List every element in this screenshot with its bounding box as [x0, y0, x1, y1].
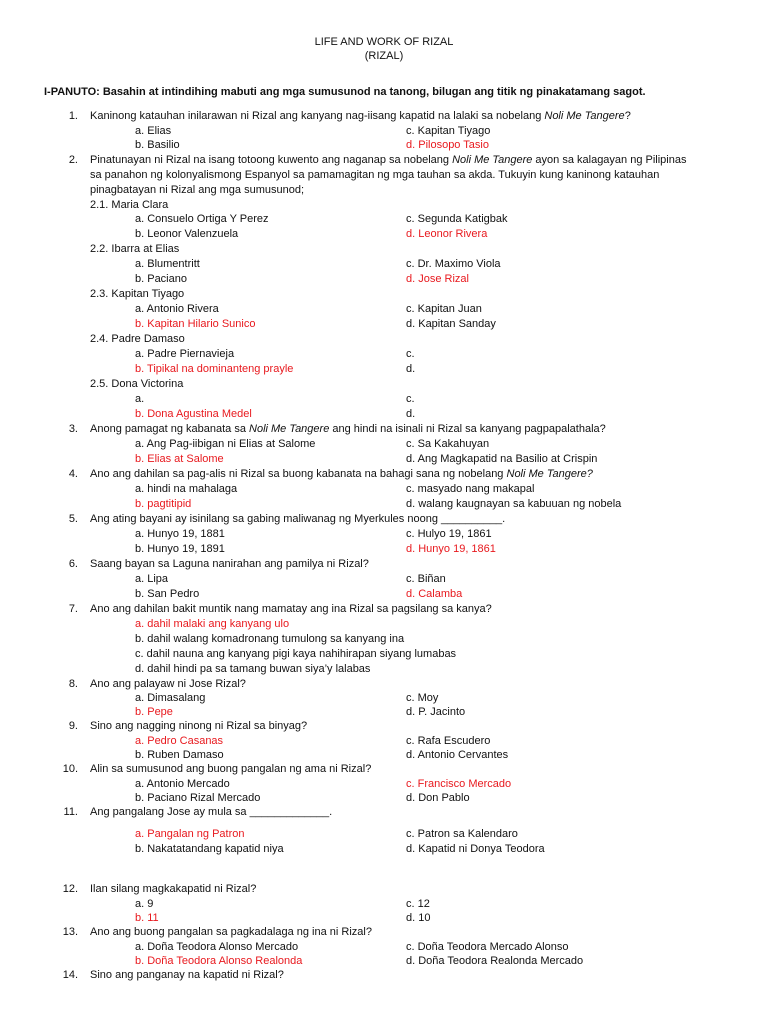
choice-a-answer[interactable]: a. Pedro Casanas [135, 735, 224, 747]
question-number: 12. [62, 883, 78, 895]
choice-b[interactable]: b. Leonor Valenzuela [135, 228, 239, 240]
choice-b-answer[interactable]: b. Pepe [135, 706, 173, 718]
question-text: Sino ang nagging ninong ni Rizal sa binyag? [90, 720, 308, 732]
choice-a[interactable]: a. Ang Pag-iibigan ni Elias at Salome [135, 438, 316, 450]
choice-c[interactable]: c. Biñan [406, 573, 446, 585]
question-text: pinagbatayan ni Rizal ang mga sumusunod; [90, 184, 305, 196]
subquestion-label: 2.4. Padre Damaso [90, 333, 185, 345]
choice-b[interactable]: b. Nakatatandang kapatid niya [135, 843, 284, 855]
question-text: Ano ang buong pangalan sa pagkadalaga ng ina ni Rizal? [90, 926, 372, 938]
choice-d[interactable]: d. P. Jacinto [406, 706, 466, 718]
choice-a[interactable]: a. Lipa [135, 573, 169, 585]
choice-c[interactable]: c. Segunda Katigbak [406, 213, 508, 225]
choice-c[interactable]: c. Patron sa Kalendaro [406, 828, 518, 840]
choice-b-answer[interactable]: b. pagtitipid [135, 498, 192, 510]
choice-b-answer[interactable]: b. Dona Agustina Medel [135, 408, 252, 420]
question-text: Ano ang dahilan bakit muntik nang mamatay ang ina Rizal sa pagsilang sa kanya? [90, 603, 492, 615]
choice-b-answer[interactable]: b. Kapitan Hilario Sunico [135, 318, 256, 330]
choice-a[interactable]: a. Antonio Mercado [135, 778, 230, 790]
choice-d[interactable]: d. Ang Magkapatid na Basilio at Crispin [406, 453, 598, 465]
choice-d[interactable]: d. dahil hindi pa sa tamang buwan siya’y lalabas [135, 663, 371, 675]
question-text: Sino ang panganay na kapatid ni Rizal? [90, 969, 284, 981]
choice-a[interactable]: a. Antonio Rivera [135, 303, 219, 315]
choice-d[interactable]: d. Don Pablo [406, 792, 470, 804]
choice-b[interactable]: b. Ruben Damaso [135, 749, 224, 761]
choice-a-answer[interactable]: a. Pangalan ng Patron [135, 828, 245, 840]
choice-b-answer[interactable]: b. Tipikal na dominanteng prayle [135, 363, 294, 375]
choice-d[interactable]: d. Antonio Cervantes [406, 749, 509, 761]
choice-a[interactable]: a. Padre Piernavieja [135, 348, 235, 360]
choice-c[interactable]: c. Moy [406, 692, 439, 704]
question-text: Ang ating bayani ay isinilang sa gabing maliwanag ng Myerkules noong __________. [90, 513, 506, 525]
question-number: 8. [68, 678, 78, 690]
choice-a[interactable]: a. Hunyo 19, 1881 [135, 528, 225, 540]
subquestion-label: 2.2. Ibarra at Elias [90, 243, 180, 255]
choice-d[interactable]: d. 10 [406, 912, 431, 924]
question-number: 2. [68, 154, 78, 166]
choice-b[interactable]: b. Hunyo 19, 1891 [135, 543, 225, 555]
question-number: 14. [62, 969, 78, 981]
choice-a[interactable]: a. [135, 393, 145, 405]
choice-b-answer[interactable]: b. Elias at Salome [135, 453, 224, 465]
choice-d[interactable]: d. Doña Teodora Realonda Mercado [406, 955, 584, 967]
question-number: 13. [62, 926, 78, 938]
question-text: Ilan silang magkakapatid ni Rizal? [90, 883, 257, 895]
choice-a[interactable]: a. 9 [135, 898, 154, 910]
page-subtitle: (RIZAL) [364, 50, 404, 62]
question-text: Alin sa sumusunod ang buong pangalan ng ama ni Rizal? [90, 763, 372, 775]
choice-d[interactable]: d. [406, 363, 416, 375]
question-text: Pinatunayan ni Rizal na isang totoong kuwento ang naganap sa nobelang Noli Me Tangere ayon sa kalagayan ng Pilipinas [90, 154, 687, 166]
subquestion-label: 2.5. Dona Victorina [90, 378, 184, 390]
choice-d[interactable]: d. Kapitan Sanday [406, 318, 496, 330]
choice-b[interactable]: b. Paciano Rizal Mercado [135, 792, 261, 804]
question-number: 11. [63, 806, 78, 818]
subquestion-label: 2.3. Kapitan Tiyago [90, 288, 185, 300]
choice-a[interactable]: a. Blumentritt [135, 258, 200, 270]
choice-c[interactable]: c. Kapitan Juan [406, 303, 482, 315]
choice-a-answer[interactable]: a. dahil malaki ang kanyang ulo [135, 618, 290, 630]
question-number: 6. [68, 558, 78, 570]
choice-d-answer[interactable]: d. Pilosopo Tasio [406, 139, 489, 151]
choice-d[interactable]: d. [406, 408, 416, 420]
instructions: I-PANUTO: Basahin at intindihing mabuti ang mga sumusunod na tanong, bilugan ang titik ng pinakatamang sagot. [44, 86, 646, 98]
question-text: Ang pangalang Jose ay mula sa _____________. [90, 806, 333, 818]
choice-d-answer[interactable]: d. Calamba [406, 588, 463, 600]
choice-d[interactable]: d. Kapatid ni Donya Teodora [406, 843, 545, 855]
choice-d-answer[interactable]: d. Jose Rizal [406, 273, 469, 285]
question-number: 9. [68, 720, 78, 732]
question-number: 10. [62, 763, 78, 775]
choice-a[interactable]: a. Doña Teodora Alonso Mercado [135, 941, 299, 953]
choice-d[interactable]: d. walang kaugnayan sa kabuuan ng nobela [406, 498, 622, 510]
choice-a[interactable]: a. Elias [135, 125, 172, 137]
question-text: Saang bayan sa Laguna nanirahan ang pamilya ni Rizal? [90, 558, 369, 570]
choice-a[interactable]: a. hindi na mahalaga [135, 483, 238, 495]
choice-c[interactable]: c. Kapitan Tiyago [406, 125, 491, 137]
choice-a[interactable]: a. Consuelo Ortiga Y Perez [135, 213, 269, 225]
question-text: Anong pamagat ng kabanata sa Noli Me Tangere ang hindi na isinali ni Rizal sa kanyang pagpapalathala? [90, 423, 606, 435]
question-number: 1. [68, 110, 78, 122]
choice-c-answer[interactable]: c. Francisco Mercado [406, 778, 512, 790]
question-text: Ano ang palayaw ni Jose Rizal? [90, 678, 246, 690]
choice-d-answer[interactable]: d. Hunyo 19, 1861 [406, 543, 496, 555]
choice-a[interactable]: a. Dimasalang [135, 692, 206, 704]
question-text: sa panahon ng kolonyalismong Espanyol sa pamamagitan ng mga tauhan sa akda. Tukuyin kung kaninong katauhan [90, 169, 660, 181]
choice-b[interactable]: b. San Pedro [135, 588, 200, 600]
choice-c[interactable]: c. masyado nang makapal [406, 483, 535, 495]
choice-b-answer[interactable]: b. Doña Teodora Alonso Realonda [135, 955, 303, 967]
question-number: 5. [68, 513, 78, 525]
question-text: Kaninong katauhan inilarawan ni Rizal ang kanyang nag-iisang kapatid na lalaki sa nobelang Noli Me Tangere? [90, 110, 631, 122]
choice-c[interactable]: c. Sa Kakahuyan [406, 438, 490, 450]
choice-c[interactable]: c. 12 [406, 898, 430, 910]
choice-c[interactable]: c. Hulyo 19, 1861 [406, 528, 492, 540]
question-text: Ano ang dahilan sa pag-alis ni Rizal sa buong kabanata na bahagi sana ng nobelang Noli Me Tangere? [90, 468, 593, 480]
choice-b[interactable]: b. Paciano [135, 273, 187, 285]
page-title: LIFE AND WORK OF RIZAL [314, 36, 454, 48]
choice-c[interactable]: c. dahil nauna ang kanyang pigi kaya nahihirapan siyang lumabas [135, 648, 457, 660]
choice-c[interactable]: c. Dr. Maximo Viola [406, 258, 501, 270]
question-number: 4. [68, 468, 78, 480]
choice-d-answer[interactable]: d. Leonor Rivera [406, 228, 488, 240]
question-number: 3. [68, 423, 78, 435]
choice-c[interactable]: c. Rafa Escudero [406, 735, 491, 747]
choice-b-answer[interactable]: b. 11 [135, 912, 159, 924]
choice-b[interactable]: b. Basilio [135, 139, 180, 151]
subquestion-label: 2.1. Maria Clara [90, 199, 169, 211]
choice-c[interactable]: c. [406, 348, 415, 360]
choice-c[interactable]: c. [406, 393, 415, 405]
choice-b[interactable]: b. dahil walang komadronang tumulong sa kanyang ina [135, 633, 405, 645]
question-number: 7. [68, 603, 78, 615]
choice-c[interactable]: c. Doña Teodora Mercado Alonso [406, 941, 569, 953]
